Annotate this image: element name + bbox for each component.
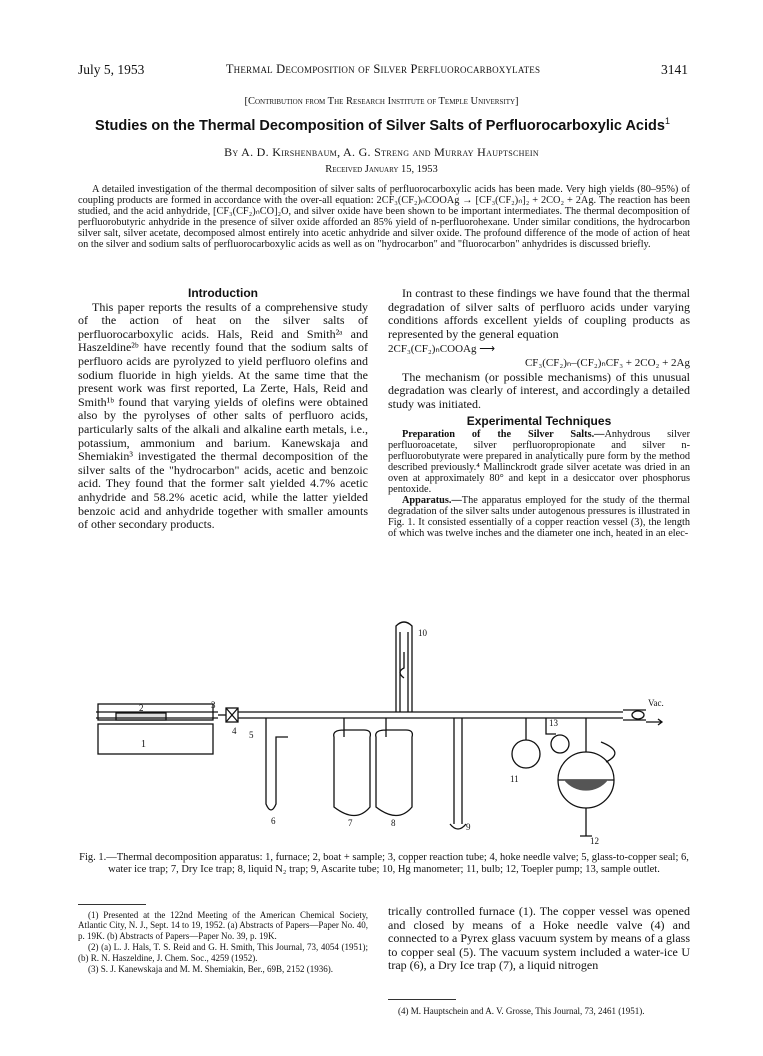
footnote-rule-right <box>388 999 456 1000</box>
right-column-continued <box>388 905 690 973</box>
header-date: July 5, 1953 <box>78 62 145 77</box>
figure-label-12: 12 <box>590 836 599 844</box>
introduction-paragraph: This paper reports the results of a comprehensive study of the action of heat on the silver salts of perfluorocarboxylic acids. Hals, Reid and Smith²ᵃ and Haszeldine²ᵇ have recently found that the sodium salts of perfluoro acids are pyrolyzed to yield perfluoro olefins and sodium fluoride in high yields. At the same time that the present work was first reported, La Zerte, Hals, Reid and Smith¹ᵇ found that varying yields of olefins were obtained also by the pyrolyses of other salts of perfluoro acids, particularly salts of the alkali and alkaline earth metals, i.e., potassium, ammonium and barium. Kanewskaja and Shemiakin³ investigated the thermal decomposition of the silver salts of the "hydrocarbon" acids, acetic and benzoic acid. They found that the former salt yielded 4.7% acetic anhydride and 58.2% acetic acid, while the latter yielded benzoic acid and anhydride together with smaller amounts of other secondary products. <box>78 299 368 532</box>
bulb <box>512 740 540 768</box>
authors: By A. D. Kirshenbaum, A. G. Streng and Murray Hauptschein <box>224 145 539 159</box>
footnote-rule-left <box>78 904 146 905</box>
vac-stopcock <box>632 711 644 719</box>
apparatus-figure <box>86 612 686 844</box>
received-date: Received January 15, 1953 <box>325 164 438 175</box>
article-title <box>60 116 705 134</box>
boat <box>116 713 166 720</box>
figure-label-7: 7 <box>348 818 353 828</box>
valve-cross <box>226 708 238 722</box>
contribution-line: [Contribution from The Research Institute of Temple University] <box>244 96 519 107</box>
right-bottom-paragraph: trically controlled furnace (1). The copper vessel was opened and closed by means of a Hoke needle valve (4) and connected to a Pyrex glass vacuum system by means of a glass to copper seal (5). The vacuum system included a water-ice U trap (6), a Dry Ice trap (7), a liquid nitrogen <box>388 904 690 973</box>
apparatus-paragraph <box>388 495 690 539</box>
header-running-title: Thermal Decomposition of Silver Perfluorocarboxylates <box>225 62 541 76</box>
apparatus-diagram <box>86 612 686 844</box>
footnote-2: (2) (a) L. J. Hals, T. S. Reid and G. H. Smith, This Journal, 73, 4054 (1951); (b) R. N. Haszeldine, J. Chem. Soc., 4259 (1952). <box>78 942 368 963</box>
left-column <box>78 287 368 532</box>
right-paragraph-1: In contrast to these findings we have found that the thermal degradation of silver salts of perfluoro acids under varying conditions affords excellent yields of coupling products as represented by the general equation <box>388 286 690 341</box>
vac-arrow <box>646 719 662 725</box>
equation-line-1: 2CF₃(CF₂)ₙCOOAg ⟶ <box>388 343 495 356</box>
abstract <box>78 185 690 250</box>
apparatus-text: The apparatus employed for the study of the thermal degradation of the silver salts under autogenous pressures is illustrated in Fig. 1. It consisted essentially of a copper reaction vessel (3), the length of which was twelve inches and the diameter one inch, heated in an elec- <box>388 494 690 539</box>
figure-label-5: 5 <box>249 730 254 740</box>
footnotes-right <box>388 1006 690 1016</box>
footnote-1: (1) Presented at the 122nd Meeting of the American Chemical Society, Atlantic City, N. J., Sept. 14 to 19, 1952. (a) Abstracts of Papers—Paper No. 40, p. 19K. (b) Abstracts of Papers—Paper No. 39, p. 19K. <box>78 910 368 941</box>
preparation-paragraph <box>388 429 690 495</box>
figure-label-2: 2 <box>139 703 144 713</box>
toepler-mercury <box>564 780 608 791</box>
figure-label-9: 9 <box>466 822 471 832</box>
figure-label-3: 3 <box>211 700 216 710</box>
preparation-text: Anhydrous silver perfluoroacetate, silver perfluoropropionate and silver n-perfluorobutyrate were prepared in analytically pure form by the method described previously.⁴ Mallinckrodt grade silver acetate was dried in an oven at approximately 80° and kept in a desiccator over phosphorus pentoxide. <box>388 428 690 495</box>
footnote-4: (4) M. Hauptschein and A. V. Grosse, This Journal, 73, 2461 (1951). <box>398 1006 645 1016</box>
right-paragraph-2: The mechanism (or possible mechanisms) of this unusual degradation was clearly of interest, and accordingly a detailed study was initiated. <box>388 369 690 411</box>
vac-label: Vac. <box>648 698 664 708</box>
footnotes-left <box>78 910 368 975</box>
apparatus-lead: Apparatus.— <box>402 494 462 506</box>
liquid-n2-trap <box>376 718 413 816</box>
running-head <box>78 62 688 80</box>
equation-line-2: CF₃(CF₂)ₙ–(CF₂)ₙCF₃ + 2CO₂ + 2Ag <box>524 356 690 369</box>
figure-label-10: 10 <box>418 628 427 638</box>
figure-label-11: 11 <box>510 774 519 784</box>
experimental-heading: Experimental Techniques <box>466 414 612 429</box>
sample-outlet-bulb <box>551 735 569 753</box>
u-trap <box>266 718 288 810</box>
figure-label-6: 6 <box>271 816 276 826</box>
figure-label-13: 13 <box>549 718 558 728</box>
toepler-outlet <box>580 808 592 836</box>
introduction-heading: Introduction <box>188 286 258 300</box>
figure-caption: Fig. 1.—Thermal decomposition apparatus: 1, furnace; 2, boat + sample; 3, copper reaction tube; 4, hoke needle valve; 5, glass-to-copper seal; 6, water ice trap; 7, Dry Ice trap; 8, liquid N₂ trap; 9, Ascarite tube; 10, Hg manometer; 11, bulb; 12, Toepler pump; 13, sample outlet. <box>79 852 689 876</box>
furnace-body <box>98 724 213 754</box>
dry-ice-trap <box>334 718 371 816</box>
title-footnote-mark: 1 <box>664 116 670 126</box>
toepler-side-arm <box>601 742 615 762</box>
footnote-3: (3) S. J. Kanewskaja and M. M. Shemiakin, Ber., 69B, 2152 (1936). <box>88 964 333 975</box>
header-page-number: 3141 <box>661 62 688 77</box>
figure-label-8: 8 <box>391 818 396 828</box>
ascarite-tube <box>450 718 466 829</box>
title-text: Studies on the Thermal Decomposition of Silver Salts of Perfluorocarboxylic Acids <box>95 117 665 134</box>
figure-label-4: 4 <box>232 726 237 736</box>
abstract-text: A detailed investigation of the thermal decomposition of silver salts of perfluorocarboxylic acids has been made. Very high yields (80–95%) of coupling products are formed in accordance with the over-all equation: 2CF₃(CF₂)ₙCOOAg → [CF₃(CF₂)ₙ]₂ + 2CO₂ + 2Ag. The reaction has been studied, and the acid anhydride, [CF₃(CF₂)ₙCO]₂O, and silver oxide have been shown to be important intermediates. The thermal decomposition of perfluorobutyric anhydride in the presence of silver oxide afforded an 85% yield of n-perfluorohexane. Under similar conditions, the hydrocarbon silver salt, silver acetate, decomposed almost entirely into acetic anhydride and silver oxide. The profound difference of the mode of action of heat on the silver and sodium salts of perfluorocarboxylic acids as well as on "hydrocarbon" and "fluorocarbon" anhydrides is discussed briefly. <box>78 184 690 250</box>
figure-label-1: 1 <box>141 739 146 750</box>
preparation-lead: Preparation of the Silver Salts.— <box>402 428 605 440</box>
right-column <box>388 287 690 539</box>
